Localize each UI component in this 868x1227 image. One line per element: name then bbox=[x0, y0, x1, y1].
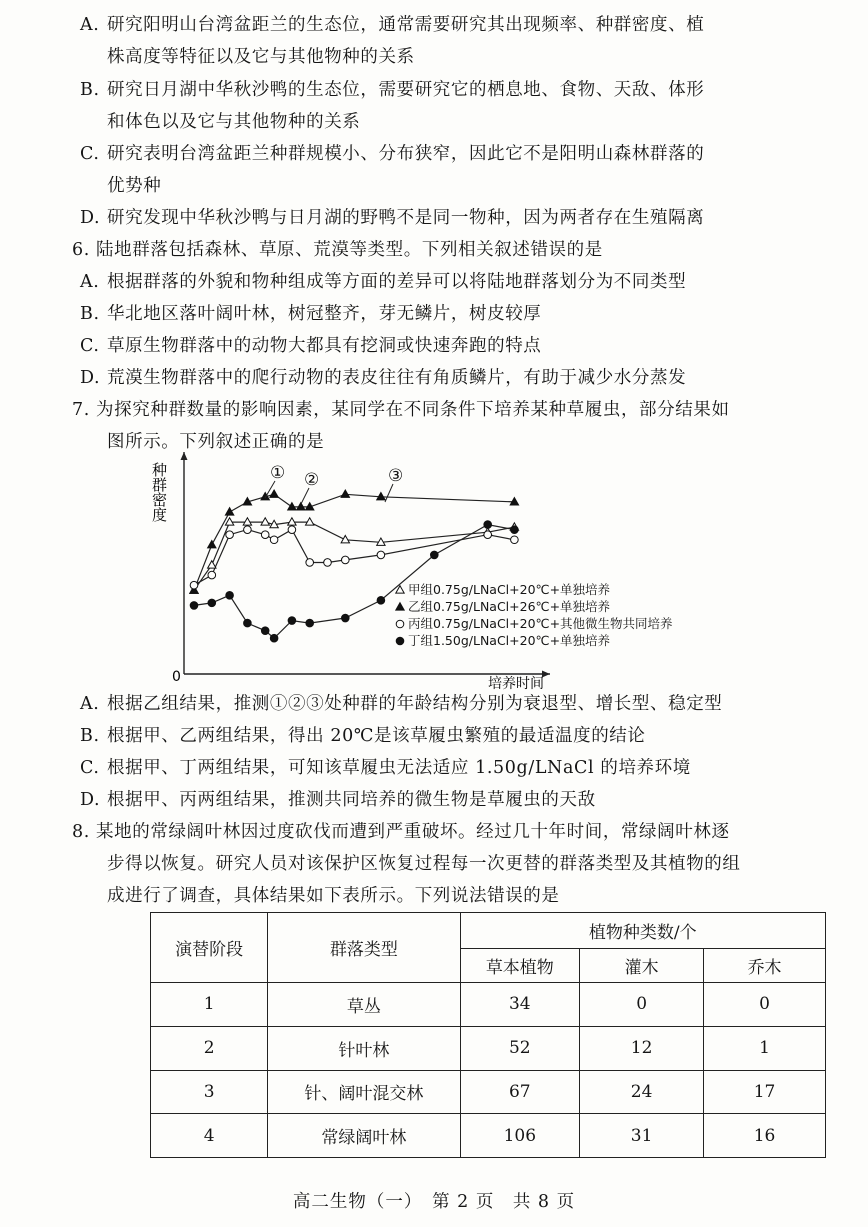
data-point bbox=[208, 541, 216, 548]
point-label-leader bbox=[301, 488, 309, 504]
cell-stage: 1 bbox=[151, 983, 268, 1027]
cell-type: 草丛 bbox=[268, 983, 460, 1027]
y-axis-arrow bbox=[181, 452, 188, 460]
data-point bbox=[261, 627, 269, 635]
q6-option-c-text: 草原生物群落中的动物大都具有挖洞或快速奔跑的特点 bbox=[107, 336, 542, 356]
cell-stage: 4 bbox=[151, 1114, 268, 1158]
cell-tree: 17 bbox=[704, 1070, 826, 1114]
chart-origin-label: 0 bbox=[172, 669, 181, 685]
q6-option-b-letter: B. bbox=[80, 304, 100, 324]
table-row bbox=[151, 983, 826, 1027]
cell-herb: 67 bbox=[460, 1070, 580, 1114]
cell-shrub: 0 bbox=[580, 983, 704, 1027]
data-point bbox=[270, 536, 278, 544]
q5-option-b-line2: 和体色以及它与其他物种的关系 bbox=[107, 112, 361, 132]
data-point bbox=[226, 531, 234, 539]
cell-herb: 34 bbox=[460, 983, 580, 1027]
data-point bbox=[270, 634, 278, 642]
q5-option-d-letter: D. bbox=[80, 208, 101, 228]
data-point bbox=[270, 490, 278, 497]
data-point bbox=[208, 571, 216, 579]
data-point bbox=[288, 518, 296, 525]
cell-shrub: 12 bbox=[580, 1026, 704, 1070]
data-point bbox=[324, 559, 332, 567]
q6-option-b-text: 华北地区落叶阔叶林，树冠整齐，芽无鳞片，树皮较厚 bbox=[107, 304, 542, 324]
q7-option-c-text: 根据甲、丁两组结果，可知该草履虫无法适应 1.50g/LNaCl 的培养环境 bbox=[107, 758, 691, 778]
series-line-2 bbox=[194, 530, 514, 586]
cell-type: 常绿阔叶林 bbox=[268, 1114, 460, 1158]
q8-stem-line2: 步得以恢复。研究人员对该保护区恢复过程每一次更替的群落类型及其植物的组 bbox=[107, 854, 741, 874]
cell-tree: 1 bbox=[704, 1026, 826, 1070]
cell-herb: 106 bbox=[460, 1114, 580, 1158]
legend-label: 乙组0.75g/LNaCl+26℃+单独培养 bbox=[408, 599, 611, 614]
data-point bbox=[190, 581, 198, 589]
q5-option-c-line2: 优势种 bbox=[107, 176, 162, 196]
q6-option-a-letter: A. bbox=[80, 272, 100, 292]
q5-option-b-letter: B. bbox=[80, 80, 100, 100]
data-point bbox=[190, 602, 198, 610]
q7-option-d-letter: D. bbox=[80, 790, 101, 810]
data-point bbox=[225, 518, 233, 525]
data-point bbox=[208, 561, 216, 568]
q7-option-a-letter: A. bbox=[80, 694, 100, 714]
q6-option-d-text: 荒漠生物群落中的爬行动物的表皮往往有角质鳞片，有助于减少水分蒸发 bbox=[107, 368, 687, 388]
table-row bbox=[151, 1114, 826, 1158]
data-point bbox=[377, 597, 385, 605]
data-point bbox=[306, 619, 314, 627]
header-community-type: 群落类型 bbox=[268, 913, 460, 983]
data-point bbox=[226, 592, 234, 600]
legend-marker bbox=[396, 603, 404, 610]
header-herb: 草本植物 bbox=[460, 949, 580, 983]
data-point bbox=[244, 619, 252, 627]
data-point bbox=[341, 490, 349, 497]
chart-ylabel: 种群密度 bbox=[150, 462, 168, 522]
q5-option-b-line1: 研究日月湖中华秋沙鸭的生态位，需要研究它的栖息地、食物、天敌、体形 bbox=[107, 80, 705, 100]
cell-shrub: 31 bbox=[580, 1114, 704, 1158]
header-species-count: 植物种类数/个 bbox=[460, 913, 825, 949]
header-shrub: 灌木 bbox=[580, 949, 704, 983]
page-footer: 高二生物（一） 第 2 页 共 8 页 bbox=[292, 1192, 576, 1212]
q6-stem: 6. 陆地群落包括森林、草原、荒漠等类型。下列相关叙述错误的是 bbox=[72, 240, 603, 260]
legend-label: 甲组0.75g/LNaCl+20℃+单独培养 bbox=[408, 582, 611, 597]
data-point bbox=[431, 551, 439, 559]
point-label: ② bbox=[304, 470, 320, 490]
data-point bbox=[261, 518, 269, 525]
data-point bbox=[288, 526, 296, 534]
series-line-0 bbox=[194, 522, 514, 590]
legend-label: 丙组0.75g/LNaCl+20℃+其他微生物共同培养 bbox=[408, 616, 673, 631]
point-label-leader bbox=[385, 484, 393, 502]
cell-stage: 2 bbox=[151, 1026, 268, 1070]
data-point bbox=[261, 531, 269, 539]
q6-option-d-letter: D. bbox=[80, 368, 101, 388]
data-point bbox=[484, 531, 492, 539]
q8-stem-line1: 8. 某地的常绿阔叶林因过度砍伐而遭到严重破坏。经过几十年时间，常绿阔叶林逐 bbox=[72, 822, 730, 842]
data-point bbox=[484, 521, 492, 529]
point-label: ① bbox=[270, 463, 286, 483]
cell-herb: 52 bbox=[460, 1026, 580, 1070]
data-point bbox=[244, 526, 252, 534]
chart-xlabel: 培养时间 bbox=[488, 676, 544, 692]
data-point bbox=[342, 556, 350, 564]
data-point bbox=[208, 599, 216, 607]
cell-shrub: 24 bbox=[580, 1070, 704, 1114]
data-point bbox=[377, 551, 385, 559]
data-point bbox=[341, 535, 349, 542]
q7-option-d-text: 根据甲、丙两组结果，推测共同培养的微生物是草履虫的天敌 bbox=[107, 790, 596, 810]
data-point bbox=[288, 617, 296, 625]
q6-option-c-letter: C. bbox=[80, 336, 100, 356]
legend-marker bbox=[396, 637, 404, 645]
data-point bbox=[243, 518, 251, 525]
data-point bbox=[511, 536, 519, 544]
q8-stem-line3: 成进行了调查，具体结果如下表所示。下列说法错误的是 bbox=[107, 886, 560, 906]
data-point bbox=[306, 559, 314, 567]
data-point bbox=[511, 526, 519, 534]
header-tree: 乔木 bbox=[704, 949, 826, 983]
q5-option-d-line1: 研究发现中华秋沙鸭与日月湖的野鸭不是同一物种，因为两者存在生殖隔离 bbox=[107, 208, 705, 228]
q7-option-b-text: 根据甲、乙两组结果，得出 20℃是该草履虫繁殖的最适温度的结论 bbox=[107, 726, 646, 746]
data-point bbox=[225, 508, 233, 515]
cell-type: 针、阔叶混交林 bbox=[268, 1070, 460, 1114]
succession-table bbox=[150, 912, 826, 1158]
q5-option-a-line2: 株高度等特征以及它与其他物种的关系 bbox=[107, 47, 415, 67]
q5-option-c-letter: C. bbox=[80, 144, 100, 164]
q7-stem-line2: 图所示。下列叙述正确的是 bbox=[107, 432, 325, 452]
q7-option-b-letter: B. bbox=[80, 726, 100, 746]
q7-option-c-letter: C. bbox=[80, 758, 100, 778]
q6-option-a-text: 根据群落的外貌和物种组成等方面的差异可以将陆地群落划分为不同类型 bbox=[107, 272, 687, 292]
cell-tree: 0 bbox=[704, 983, 826, 1027]
legend-marker bbox=[396, 620, 404, 628]
data-point bbox=[342, 614, 350, 622]
population-density-chart bbox=[150, 448, 690, 698]
table-row bbox=[151, 1070, 826, 1114]
data-point bbox=[306, 518, 314, 525]
q5-option-c-line1: 研究表明台湾盆距兰种群规模小、分布狭窄，因此它不是阳明山森林群落的 bbox=[107, 144, 705, 164]
header-stage: 演替阶段 bbox=[151, 913, 268, 983]
q5-option-a-letter: A. bbox=[80, 15, 100, 35]
series-line-1 bbox=[194, 494, 514, 590]
cell-type: 针叶林 bbox=[268, 1026, 460, 1070]
q7-stem-line1: 7. 为探究种群数量的影响因素，某同学在不同条件下培养某种草履虫，部分结果如 bbox=[72, 400, 730, 420]
q5-option-a-line1: 研究阳明山台湾盆距兰的生态位，通常需要研究其出现频率、种群密度、植 bbox=[107, 15, 705, 35]
table-row bbox=[151, 1026, 826, 1070]
cell-stage: 3 bbox=[151, 1070, 268, 1114]
q7-option-a-text: 根据乙组结果，推测①②③处种群的年龄结构分别为衰退型、增长型、稳定型 bbox=[107, 694, 723, 714]
legend-label: 丁组1.50g/LNaCl+20℃+单独培养 bbox=[408, 633, 611, 648]
cell-tree: 16 bbox=[704, 1114, 826, 1158]
point-label: ③ bbox=[388, 466, 404, 486]
